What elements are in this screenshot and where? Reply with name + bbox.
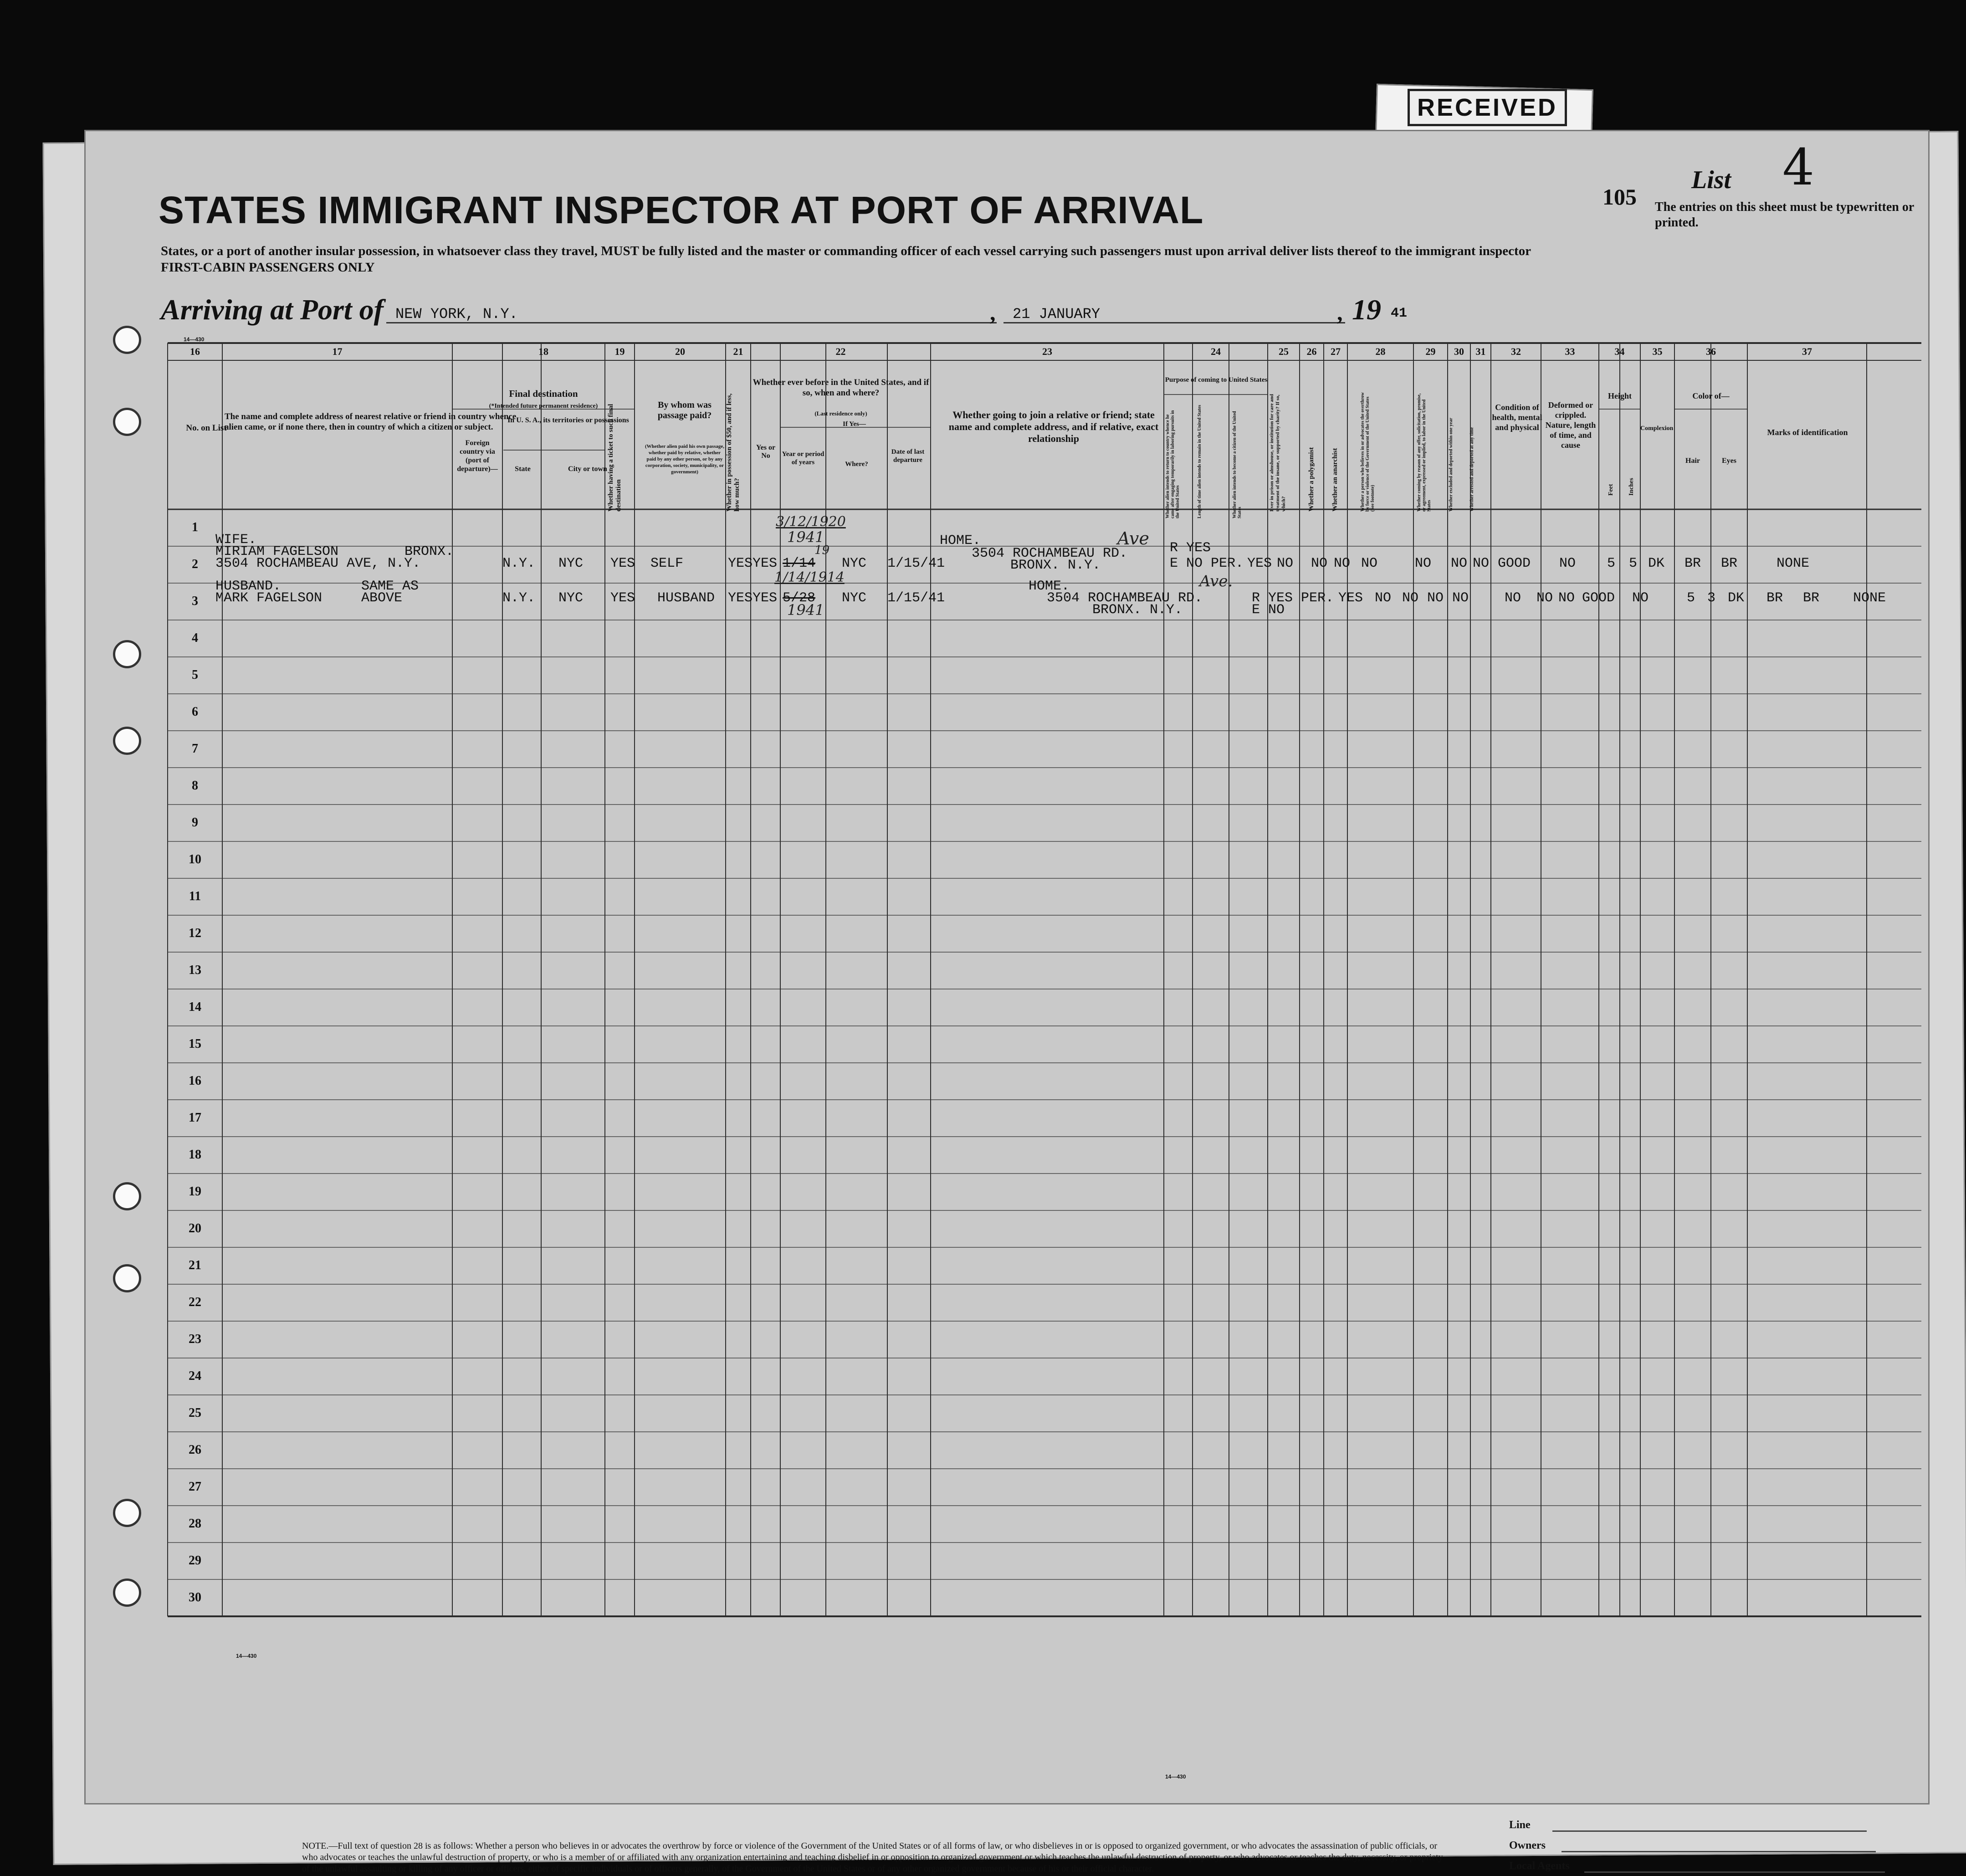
- row2-year-handwritten: 1/14/1914: [774, 569, 845, 585]
- row2-q30: NO: [1536, 590, 1553, 606]
- binder-hole: [113, 1499, 141, 1527]
- header-feet: Feet: [1608, 484, 1614, 496]
- header-yes-no: Yes or No: [756, 444, 776, 460]
- form-code-footnote: 14—430: [1165, 1773, 1186, 1780]
- footer-line-rule: [1552, 1830, 1867, 1832]
- header-if-yes: If Yes—: [843, 420, 866, 428]
- row1-hair: BR: [1684, 556, 1701, 571]
- header-ever-before: Whether ever before in the United States, and if so, when and where?: [753, 378, 929, 398]
- row-number: 7: [192, 742, 198, 756]
- binder-hole: [113, 1579, 141, 1607]
- row1-eyes: BR: [1721, 556, 1738, 571]
- row-number: 4: [192, 631, 198, 645]
- column-number: 25: [1279, 346, 1289, 357]
- row2-deformed: NO: [1632, 590, 1649, 606]
- row1-inches: 5: [1629, 556, 1638, 571]
- row-number: 9: [192, 815, 198, 830]
- binder-hole: [113, 640, 141, 668]
- column-number: 34: [1614, 346, 1625, 357]
- binder-hole: [113, 326, 141, 354]
- header-state: State: [515, 465, 531, 473]
- subtitle-line-2: FIRST-CABIN PASSENGERS ONLY: [161, 260, 375, 275]
- arrival-year-suffix: 41: [1391, 306, 1408, 321]
- entries-note: The entries on this sheet must be typewritten or printed.: [1655, 200, 1914, 230]
- row1-purpose-top: R YES: [1170, 540, 1211, 556]
- row1-citizen: YES: [1247, 556, 1272, 571]
- header-prison: Ever in prison or almshouse, or institution for care and treatment of the insane, or supported by charity? If so, which?: [1269, 394, 1286, 512]
- binder-hole: [113, 1264, 141, 1292]
- row2-purpose-mid: PER.: [1301, 590, 1334, 606]
- form-code-top: 14—430: [184, 336, 205, 343]
- row2-inches: 3: [1707, 590, 1716, 606]
- row2-q31: NO: [1558, 590, 1575, 606]
- row-number: 6: [192, 705, 198, 719]
- header-final-destination: Final destination: [509, 388, 578, 399]
- row1-relation: WIFE.: [215, 532, 257, 548]
- row2-year-handwritten-2: 1941: [787, 601, 824, 619]
- row2-relative-line2: ABOVE: [361, 590, 403, 606]
- row2-state: N.Y.: [502, 590, 536, 606]
- row-number: 2: [192, 557, 198, 571]
- column-number: 22: [835, 346, 846, 357]
- column-number: 32: [1511, 346, 1521, 357]
- header-ticket: Whether having a ticket to such final destination: [607, 404, 622, 512]
- row1-complexion: DK: [1648, 556, 1665, 571]
- header-relative-abroad: The name and complete address of nearest relative or friend in country whence alien came, or if none there, then in country of which a citizen or subject.: [225, 412, 517, 432]
- row2-q29: NO: [1505, 590, 1521, 606]
- header-purpose-citizen: Whether alien intends to become a citizen of the United States: [1232, 411, 1242, 518]
- header-eyes: Eyes: [1722, 457, 1736, 465]
- row1-join-line2: 3504 ROCHAMBEAU RD.: [972, 546, 1128, 561]
- column-number: 30: [1454, 346, 1464, 357]
- row1-join-line1: HOME.: [940, 533, 981, 548]
- row1-join-line3: BRONX. N.Y.: [1010, 558, 1101, 573]
- row-number: 21: [189, 1258, 201, 1272]
- column-number: 28: [1375, 346, 1386, 357]
- row1-ticket: YES: [610, 556, 635, 571]
- row1-year-typed: 1/14: [783, 556, 816, 571]
- row1-purpose-bottom: E NO PER.: [1170, 556, 1244, 571]
- row2-prison: NO: [1375, 590, 1392, 606]
- row1-marks: NONE: [1777, 556, 1810, 571]
- comma: ,: [990, 300, 996, 325]
- header-no-on-list: No. on List: [186, 423, 227, 433]
- column-number: 36: [1706, 346, 1716, 357]
- row1-ever-before: YES: [753, 556, 778, 571]
- header-foreign-country: Foreign country via (port of departure)—: [457, 439, 498, 473]
- column-number: 37: [1802, 346, 1812, 357]
- header-anarchist: Whether an anarchist: [1331, 448, 1339, 512]
- header-health: Condition of health, mental and physical: [1492, 403, 1542, 432]
- row-number: 19: [189, 1184, 201, 1199]
- header-q31: Whether arrested and deported at any time: [1469, 427, 1474, 512]
- header-hair: Hair: [1685, 457, 1700, 465]
- row-number: 5: [192, 668, 198, 682]
- footnote: NOTE.—Full text of question 28 is as follows: Whether a person who believes in or advocates the overthrow by force or violence of the Government of the United States or of all forms of law, or who disbelieves in or is opposed to organized government, or who advocates the assassination of public officials, or who advocates or teaches the unlawful destruction of property, or who is a member of or affiliated with any organization entertaining and teaching disbelief in or opposition to organized government or which teaches the unlawful destruction of property, or who advocates or teaches the duty, necessity, or propriety of the unlawful assaulting or killing of any officer or officers, either of specific individuals or of officers generally, of the Government of the United States or of any other organized government because of his or their official character.: [302, 1841, 1443, 1874]
- binder-hole: [113, 408, 141, 436]
- footer-owners-rule: [1562, 1851, 1876, 1852]
- form-code-bottom: 14—430: [236, 1653, 257, 1659]
- row1-health: GOOD: [1498, 556, 1531, 571]
- row2-join-line3: BRONX. N.Y.: [1092, 602, 1183, 618]
- row2-feet: 5: [1687, 590, 1695, 606]
- manifest-sheet: [84, 130, 1930, 1874]
- row1-departure: 1/15/41: [887, 556, 945, 571]
- arrival-port: NEW YORK, N.Y.: [386, 306, 997, 323]
- row-number: 25: [189, 1406, 201, 1420]
- row1-prison: NO: [1277, 556, 1294, 571]
- column-number: 21: [733, 346, 743, 357]
- row-number: 20: [189, 1221, 201, 1235]
- row2-purpose-bottom: E NO: [1252, 602, 1285, 618]
- column-number: 23: [1042, 346, 1052, 357]
- row2-relation: HUSBAND.: [215, 579, 282, 594]
- footer-agents-rule: [1584, 1871, 1885, 1873]
- row1-anarchist: NO: [1334, 556, 1351, 571]
- header-purpose-return: Whether alien intends to return to country whence he came after engaging temporarily in laboring pursuits in the United States: [1165, 410, 1180, 518]
- row-number: 11: [189, 889, 201, 903]
- row2-eyes: BR: [1803, 590, 1820, 606]
- column-number: 35: [1652, 346, 1663, 357]
- header-color-of: Color of—: [1692, 391, 1730, 400]
- header-q30: Whether excluded and deported within one year: [1449, 418, 1454, 512]
- row-number: 10: [189, 852, 201, 866]
- column-number: 31: [1475, 346, 1486, 357]
- header-where: Where?: [845, 461, 868, 468]
- column-number: 17: [332, 346, 343, 357]
- row2-departure: 1/15/41: [887, 590, 945, 606]
- footer-label-owners: Owners: [1509, 1840, 1546, 1851]
- header-q28: Whether a person who believes in or advocates the overthrow by force or violence of the Government of the United States (See footnote): [1360, 392, 1375, 512]
- row2-name: MARK FAGELSON: [215, 590, 323, 606]
- row-number: 28: [189, 1517, 201, 1531]
- column-number: 20: [675, 346, 685, 357]
- row2-join-line1: HOME.: [1029, 579, 1070, 594]
- column-number: 26: [1306, 346, 1317, 357]
- row-number: 8: [192, 779, 198, 793]
- header-purpose-length: Length of time alien intends to remain in the United States: [1197, 405, 1202, 518]
- row2-ticket: YES: [610, 590, 635, 606]
- row-number: 12: [189, 926, 201, 940]
- ruled-grid: [86, 131, 1928, 1803]
- row2-join-line2: 3504 ROCHAMBEAU RD.: [1047, 590, 1203, 606]
- header-in-usa: In U. S. A., its territories or possessions: [507, 416, 629, 424]
- row-number: 3: [192, 594, 198, 608]
- row2-marks: NONE: [1853, 590, 1886, 606]
- row-number: 22: [189, 1295, 201, 1309]
- row2-hair: BR: [1766, 590, 1783, 606]
- row2-purpose-top: R YES: [1252, 590, 1293, 606]
- header-paid-by: By whom was passage paid?: [657, 400, 712, 420]
- page-title: STATES IMMIGRANT INSPECTOR AT PORT OF ARRIVAL: [159, 189, 1204, 231]
- list-value: 4: [1782, 138, 1814, 196]
- row-number: 18: [189, 1148, 201, 1162]
- header-paid-by-note: (Whether alien paid his own passage, whether paid by relative, whether paid by any other person, or by any corporation, society, municipality, or government): [645, 444, 724, 475]
- row2-complexion: DK: [1728, 590, 1745, 606]
- column-number: 19: [614, 346, 625, 357]
- column-number: 18: [538, 346, 548, 357]
- received-stamp: RECEIVED: [1408, 89, 1567, 126]
- arrival-label: Arriving at Port of: [161, 293, 384, 326]
- row-number: 23: [189, 1332, 201, 1346]
- header-ever-before-note: (Last residence only): [814, 410, 867, 417]
- row1-polygamist: NO: [1311, 556, 1328, 571]
- row2-citizen: YES: [1338, 590, 1363, 606]
- row1-feet: 5: [1607, 556, 1616, 571]
- row1-year-handwritten-2: 1941: [787, 528, 824, 546]
- row1-deformed: NO: [1559, 556, 1576, 571]
- row1-q28: NO: [1361, 556, 1378, 571]
- row2-health: GOOD: [1582, 590, 1615, 606]
- row1-year-handwritten: 3/12/1920: [776, 514, 846, 530]
- header-final-destination-note: (*Intended future permanent residence): [489, 403, 598, 410]
- footer-label-line: Line: [1509, 1819, 1531, 1831]
- header-purpose: Purpose of coming to United States: [1165, 376, 1268, 384]
- header-marks: Marks of identification: [1767, 428, 1848, 437]
- header-deformed: Deformed or crippled. Nature, length of time, and cause: [1545, 400, 1596, 450]
- arrival-year-prefix: 19: [1352, 293, 1381, 326]
- row2-where: NYC: [842, 590, 867, 606]
- row2-fifty-dollars: YES: [728, 590, 753, 606]
- header-year-period: Year or period of years: [782, 451, 824, 466]
- row-number: 15: [189, 1037, 201, 1051]
- column-number: 33: [1565, 346, 1575, 357]
- row-number: 14: [189, 1000, 201, 1014]
- row1-where: NYC: [842, 556, 867, 571]
- row1-join-handwritten: Ave: [1117, 528, 1149, 548]
- row2-q28: NO: [1452, 590, 1469, 606]
- column-number: 29: [1425, 346, 1436, 357]
- header-height: Height: [1608, 391, 1632, 400]
- row1-state: N.Y.: [502, 556, 536, 571]
- column-number: 16: [190, 346, 200, 357]
- row1-q29: NO: [1415, 556, 1432, 571]
- header-city: City or town: [568, 465, 607, 473]
- row-number: 16: [189, 1074, 201, 1088]
- row2-anarchist: NO: [1427, 590, 1444, 606]
- row-number: 30: [189, 1590, 201, 1604]
- binder-hole: [113, 1182, 141, 1210]
- row1-address: 3504 ROCHAMBEAU AVE, N.Y.: [215, 556, 421, 571]
- arrival-date: 21 JANUARY: [1003, 306, 1345, 323]
- row2-join-handwritten: Ave.: [1199, 572, 1233, 590]
- comma: ,: [1337, 300, 1343, 325]
- row2-year-typed: 5/28: [783, 590, 816, 606]
- header-inches: Inches: [1628, 478, 1635, 496]
- header-complexion: Complexion: [1640, 425, 1674, 432]
- row1-year-handwritten-3: 19: [814, 543, 830, 557]
- row2-relative-line1: SAME AS: [361, 579, 419, 594]
- row-number: 24: [189, 1369, 201, 1383]
- list-label: List: [1691, 166, 1731, 194]
- header-date-departure: Date of last departure: [891, 448, 925, 464]
- column-number: 24: [1211, 346, 1221, 357]
- column-number: 27: [1331, 346, 1341, 357]
- row1-city-line1: BRONX.: [404, 544, 454, 559]
- footer-label-local-agents: Local Agents: [1509, 1860, 1570, 1872]
- page-number: 105: [1602, 184, 1637, 210]
- row-number: 1: [192, 520, 198, 534]
- row1-name: MIRIAM FAGELSON: [215, 544, 339, 559]
- header-polygamist: Whether a polygamist: [1308, 447, 1315, 512]
- row2-paid-by: HUSBAND: [657, 590, 715, 606]
- row1-fifty-dollars: YES: [728, 556, 753, 571]
- subtitle-line-1: States, or a port of another insular possession, in whatsoever class they travel, MUST be fully listed and the master or commanding officer of each vessel carrying such passengers must upon arrival deliver lists thereof to the immigrant inspector: [161, 244, 1531, 258]
- header-q29: Whether coming by reason of any offer, solicitation, promise, or agreement, expressed or implied, to labor in the United States: [1417, 393, 1432, 512]
- grid-lines: [168, 343, 1921, 1616]
- row1-paid-by: SELF: [650, 556, 684, 571]
- header-fifty-dollars: Whether in possession of $50, and if less, how much?: [726, 393, 741, 512]
- row1-q31: NO: [1473, 556, 1490, 571]
- row-number: 27: [189, 1480, 201, 1494]
- row-number: 17: [189, 1111, 201, 1125]
- row1-city: NYC: [558, 556, 584, 571]
- row-number: 13: [189, 963, 201, 977]
- row1-q30: NO: [1451, 556, 1468, 571]
- row2-polygamist: NO: [1402, 590, 1419, 606]
- row-number: 26: [189, 1443, 201, 1457]
- row-number: 29: [189, 1553, 201, 1568]
- binder-hole: [113, 727, 141, 755]
- row2-ever-before: YES: [753, 590, 778, 606]
- header-joining: Whether going to join a relative or friend; state name and complete address, and if relative, exact relationship: [948, 409, 1159, 444]
- row2-city: NYC: [558, 590, 584, 606]
